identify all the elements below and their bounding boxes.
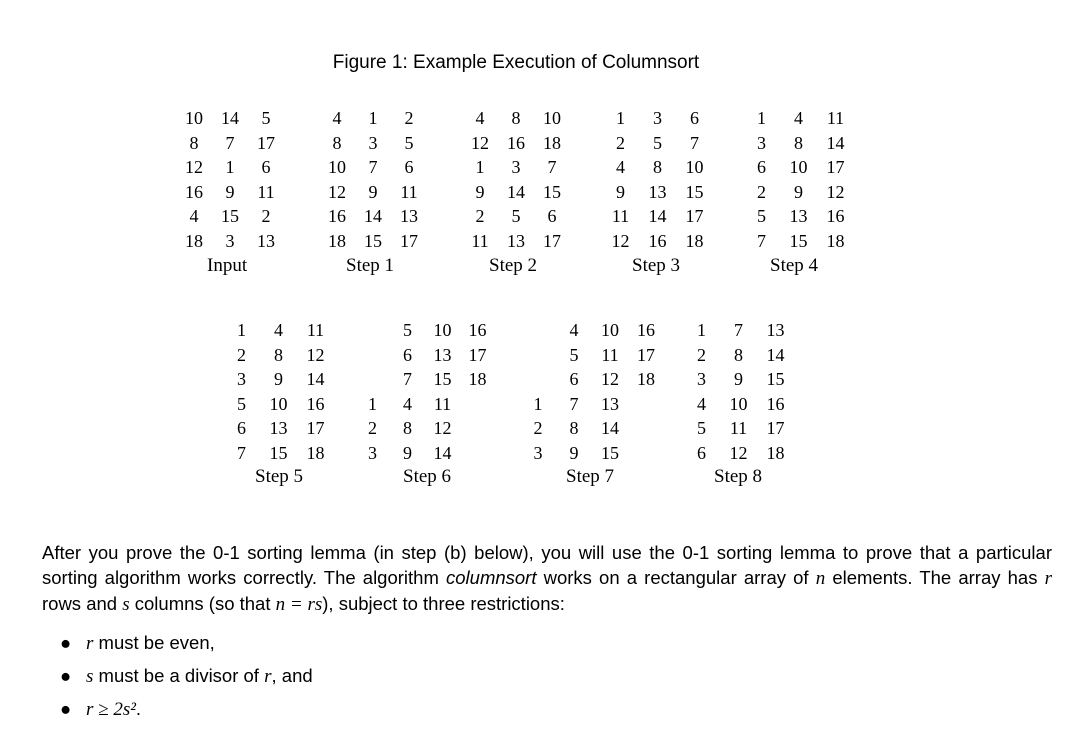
array-row <box>602 180 713 205</box>
array-cell: 14 <box>766 344 785 365</box>
array-cell: 16 <box>185 181 203 202</box>
array-row <box>355 318 495 343</box>
array-cell: 14 <box>826 132 845 153</box>
array-cell: 5 <box>757 206 766 227</box>
restriction-math: r <box>86 633 94 654</box>
array-row <box>602 131 713 156</box>
array-cell <box>355 367 390 392</box>
math-n-equals-rs: n = rs <box>275 594 323 615</box>
array-cell: 6 <box>569 369 579 390</box>
array-cell: 7 <box>690 132 699 153</box>
restriction-math: r ≥ 2s² <box>86 699 136 720</box>
array-row <box>743 229 854 254</box>
array-cell: 4 <box>569 320 579 340</box>
restrictions-list <box>60 631 313 730</box>
array-cell: 12 <box>185 157 203 178</box>
array-row <box>176 204 284 229</box>
array-cell: 5 <box>403 320 412 340</box>
array-row <box>462 204 570 229</box>
para-text-1: After you prove the 0-1 sorting lemma (in step (b) below), you will use the 0-1 sorting lemma to prove that a particular sorting algorithm works correctly. The algorithm <box>42 542 1052 588</box>
array-cell: 7 <box>757 230 766 251</box>
restriction-math: r <box>264 666 272 687</box>
array-row <box>319 106 427 131</box>
restriction-item <box>60 631 313 664</box>
array-row <box>223 343 334 368</box>
array-cell: 10 <box>269 393 288 414</box>
array-cell: 4 <box>403 393 412 414</box>
step-label: Step 2 <box>489 255 538 276</box>
array-cell: 1 <box>616 108 625 128</box>
array-cell: 2 <box>697 344 706 365</box>
step-label: Input <box>207 255 248 276</box>
array-cell: 4 <box>794 108 803 128</box>
array-cell: 13 <box>257 230 275 251</box>
array-cell: 6 <box>697 442 706 463</box>
array-row <box>602 155 713 180</box>
array-cell: 9 <box>225 181 235 202</box>
array-row <box>462 131 570 156</box>
array-cell: 11 <box>471 230 489 251</box>
array-cell <box>520 318 556 343</box>
step-label: Step 8 <box>714 466 763 487</box>
array-row <box>520 318 664 343</box>
array-cell: 3 <box>368 442 377 463</box>
array-cell: 13 <box>507 230 525 251</box>
array-cell: 7 <box>368 157 378 178</box>
array-cell: 18 <box>306 442 325 463</box>
array-cell: 11 <box>257 181 275 202</box>
array-row <box>462 155 570 180</box>
array-cell: 1 <box>368 108 378 128</box>
array-row <box>743 106 854 131</box>
array-cell: 1 <box>533 393 543 414</box>
array-cell: 12 <box>471 132 489 153</box>
array-cell: 6 <box>690 108 699 128</box>
array-cell: 14 <box>433 442 452 463</box>
step-array <box>319 106 427 254</box>
array-cell: 2 <box>757 181 766 202</box>
array-row <box>223 392 334 417</box>
array-cell: 8 <box>653 157 662 178</box>
array-cell: 15 <box>601 442 619 463</box>
array-cell: 15 <box>221 206 239 227</box>
array-cell: 8 <box>511 108 521 128</box>
array-cell: 15 <box>543 181 561 202</box>
array-cell: 12 <box>433 418 452 439</box>
array-cell: 10 <box>185 108 203 128</box>
array-cell <box>355 343 390 368</box>
array-cell: 8 <box>403 418 412 439</box>
array-row <box>176 155 284 180</box>
math-n: n <box>815 568 826 589</box>
array-cell: 9 <box>616 181 625 202</box>
array-cell: 17 <box>826 157 845 178</box>
array-cell <box>520 343 556 368</box>
array-row <box>602 204 713 229</box>
array-cell: 15 <box>269 442 288 463</box>
array-row <box>520 416 664 441</box>
array-cell: 11 <box>611 206 630 227</box>
bullet-dot-icon: ● <box>60 632 72 653</box>
restriction-item <box>60 697 313 730</box>
step-label: Step 4 <box>770 255 819 276</box>
array-cell: 6 <box>404 157 414 178</box>
array-cell: 1 <box>475 157 485 178</box>
step-array <box>223 318 334 466</box>
array-cell <box>628 441 664 466</box>
array-cell: 4 <box>697 393 706 414</box>
array-row <box>743 155 854 180</box>
restriction-text: must be a divisor of <box>93 665 265 686</box>
figure-title: Figure 1: Example Execution of Columnsort <box>332 52 700 73</box>
array-cell: 13 <box>400 206 418 227</box>
array-row <box>176 180 284 205</box>
array-cell: 15 <box>789 230 808 251</box>
array-cell: 2 <box>404 108 414 128</box>
array-row <box>223 367 334 392</box>
array-cell: 9 <box>734 369 743 390</box>
array-cell: 16 <box>507 132 525 153</box>
restriction-text: , and <box>271 665 313 686</box>
array-cell: 16 <box>637 320 655 340</box>
array-cell: 1 <box>237 320 246 340</box>
array-cell: 18 <box>826 230 845 251</box>
step-array <box>462 106 570 254</box>
array-row <box>462 106 570 131</box>
array-cell: 12 <box>601 369 619 390</box>
array-cell: 2 <box>533 418 543 439</box>
array-row <box>602 106 713 131</box>
array-row <box>319 180 427 205</box>
array-row <box>683 343 794 368</box>
array-cell: 12 <box>611 230 630 251</box>
array-cell: 11 <box>729 418 748 439</box>
array-row <box>683 318 794 343</box>
array-cell: 14 <box>648 206 667 227</box>
array-cell: 14 <box>306 369 325 390</box>
array-row <box>223 416 334 441</box>
algorithm-name: columnsort <box>446 567 537 588</box>
array-cell: 10 <box>601 320 619 340</box>
array-row <box>462 180 570 205</box>
array-cell: 6 <box>757 157 766 178</box>
restriction-math: s <box>86 666 94 687</box>
array-cell: 18 <box>543 132 561 153</box>
array-row <box>319 204 427 229</box>
array-cell: 5 <box>653 132 662 153</box>
array-row <box>683 392 794 417</box>
array-cell: 5 <box>511 206 521 227</box>
array-row <box>319 155 427 180</box>
array-cell: 5 <box>261 108 271 128</box>
array-cell: 2 <box>475 206 485 227</box>
array-cell: 14 <box>364 206 382 227</box>
array-cell: 6 <box>261 157 271 178</box>
array-cell: 7 <box>225 132 235 153</box>
step-label: Step 7 <box>566 466 615 487</box>
step-label: Step 6 <box>403 466 452 487</box>
array-row <box>355 343 495 368</box>
array-cell: 18 <box>766 442 785 463</box>
array-cell: 12 <box>729 442 748 463</box>
array-cell: 16 <box>826 206 845 227</box>
array-row <box>176 131 284 156</box>
array-cell: 13 <box>648 181 667 202</box>
array-cell: 2 <box>237 344 246 365</box>
array-cell: 18 <box>468 369 487 390</box>
array-cell: 9 <box>403 442 412 463</box>
array-cell: 1 <box>225 157 235 178</box>
array-row <box>743 204 854 229</box>
array-row <box>520 343 664 368</box>
array-cell: 15 <box>364 230 382 251</box>
array-cell: 16 <box>468 320 487 340</box>
array-row <box>223 441 334 466</box>
array-row <box>743 180 854 205</box>
step-label: Step 1 <box>346 255 395 276</box>
array-row <box>355 367 495 392</box>
array-cell: 9 <box>368 181 378 202</box>
array-cell <box>460 392 495 417</box>
array-cell: 7 <box>403 369 412 390</box>
array-cell: 17 <box>306 418 325 439</box>
array-cell: 18 <box>185 230 203 251</box>
array-row <box>520 392 664 417</box>
array-cell: 6 <box>237 418 246 439</box>
para-text-5: columns (so that <box>129 593 276 614</box>
array-cell: 9 <box>794 181 803 202</box>
array-cell: 8 <box>332 132 342 153</box>
array-cell: 3 <box>533 442 543 463</box>
array-cell: 7 <box>237 442 246 463</box>
array-cell: 16 <box>648 230 667 251</box>
array-cell: 16 <box>766 393 785 414</box>
array-cell: 14 <box>221 108 239 128</box>
para-text-2: works on a rectangular array of <box>536 567 816 588</box>
array-cell: 8 <box>274 344 283 365</box>
array-cell: 15 <box>766 369 785 390</box>
array-cell: 1 <box>368 393 377 414</box>
array-row <box>355 441 495 466</box>
array-cell: 15 <box>433 369 452 390</box>
array-cell: 4 <box>189 206 199 227</box>
array-cell: 2 <box>368 418 377 439</box>
para-text-6: ), subject to three restrictions: <box>322 593 565 614</box>
restriction-text: must be even, <box>93 632 215 653</box>
array-cell: 16 <box>306 393 325 414</box>
array-cell: 2 <box>261 206 271 227</box>
array-cell: 17 <box>468 344 487 365</box>
para-text-3: elements. The array has <box>825 567 1045 588</box>
array-cell: 5 <box>404 132 414 153</box>
array-cell: 1 <box>697 320 706 340</box>
restriction-text: . <box>135 698 142 719</box>
array-row <box>683 416 794 441</box>
array-cell: 10 <box>543 108 561 128</box>
array-cell <box>460 441 495 466</box>
array-cell: 13 <box>433 344 452 365</box>
array-cell <box>355 318 390 343</box>
array-cell: 3 <box>653 108 662 128</box>
array-cell: 18 <box>328 230 346 251</box>
array-cell: 8 <box>734 344 743 365</box>
array-cell: 9 <box>569 442 579 463</box>
array-cell: 10 <box>789 157 808 178</box>
array-row <box>319 131 427 156</box>
array-cell: 12 <box>826 181 845 202</box>
para-text-4: rows and <box>42 593 123 614</box>
array-cell: 17 <box>685 206 704 227</box>
array-row <box>462 229 570 254</box>
array-cell: 2 <box>616 132 625 153</box>
array-row <box>683 367 794 392</box>
array-row <box>520 441 664 466</box>
array-cell: 5 <box>237 393 246 414</box>
step-array <box>176 106 284 254</box>
array-row <box>520 367 664 392</box>
array-cell: 6 <box>547 206 557 227</box>
array-cell: 12 <box>328 181 346 202</box>
array-cell: 4 <box>616 157 625 178</box>
array-cell: 4 <box>475 108 485 128</box>
array-cell: 8 <box>794 132 803 153</box>
array-row <box>176 106 284 131</box>
array-cell: 11 <box>826 108 845 128</box>
intro-paragraph <box>42 540 1052 617</box>
array-cell: 3 <box>511 157 521 178</box>
array-cell: 3 <box>368 132 378 153</box>
array-cell: 8 <box>189 132 199 153</box>
array-cell: 8 <box>569 418 579 439</box>
array-row <box>355 392 495 417</box>
array-cell: 11 <box>433 393 452 414</box>
math-s: s <box>122 594 130 615</box>
array-cell: 9 <box>475 181 485 202</box>
array-cell: 3 <box>697 369 706 390</box>
array-cell <box>628 416 664 441</box>
array-cell: 4 <box>332 108 342 128</box>
step-label: Step 3 <box>632 255 681 276</box>
array-cell: 14 <box>507 181 525 202</box>
array-cell: 15 <box>685 181 704 202</box>
step-array <box>743 106 854 254</box>
array-cell: 10 <box>729 393 748 414</box>
array-cell: 18 <box>637 369 655 390</box>
array-row <box>176 229 284 254</box>
array-cell: 11 <box>306 320 325 340</box>
array-cell: 17 <box>766 418 785 439</box>
array-cell: 16 <box>328 206 346 227</box>
array-cell: 17 <box>257 132 275 153</box>
array-cell: 9 <box>274 369 283 390</box>
array-cell: 13 <box>766 320 785 340</box>
array-row <box>743 131 854 156</box>
math-r: r <box>1044 568 1052 589</box>
array-cell: 7 <box>569 393 579 414</box>
array-cell <box>460 416 495 441</box>
step-array <box>520 318 664 466</box>
bullet-dot-icon: ● <box>60 698 72 719</box>
array-cell: 14 <box>601 418 619 439</box>
bullet-dot-icon: ● <box>60 665 72 686</box>
array-cell: 7 <box>547 157 557 178</box>
array-cell: 3 <box>225 230 235 251</box>
array-cell: 17 <box>543 230 561 251</box>
array-cell: 10 <box>685 157 704 178</box>
array-cell: 11 <box>400 181 418 202</box>
array-cell: 3 <box>757 132 766 153</box>
array-cell: 18 <box>685 230 704 251</box>
array-cell: 4 <box>274 320 283 340</box>
array-cell: 17 <box>400 230 418 251</box>
array-cell: 3 <box>237 369 246 390</box>
array-row <box>683 441 794 466</box>
array-cell: 10 <box>328 157 346 178</box>
array-cell: 5 <box>697 418 706 439</box>
step-array <box>683 318 794 466</box>
array-cell <box>628 392 664 417</box>
array-cell: 11 <box>601 344 619 365</box>
array-cell: 5 <box>569 344 579 365</box>
array-cell: 13 <box>269 418 288 439</box>
array-cell: 13 <box>789 206 808 227</box>
array-cell: 10 <box>433 320 452 340</box>
restriction-item <box>60 664 313 697</box>
array-cell: 6 <box>403 344 412 365</box>
array-cell: 13 <box>601 393 619 414</box>
step-array <box>355 318 495 466</box>
array-row <box>223 318 334 343</box>
array-cell: 7 <box>734 320 743 340</box>
array-row <box>602 229 713 254</box>
step-array <box>602 106 713 254</box>
array-row <box>355 416 495 441</box>
array-row <box>319 229 427 254</box>
array-cell <box>520 367 556 392</box>
array-cell: 1 <box>757 108 766 128</box>
array-cell: 17 <box>637 344 655 365</box>
array-cell: 12 <box>306 344 325 365</box>
step-label: Step 5 <box>255 466 304 487</box>
